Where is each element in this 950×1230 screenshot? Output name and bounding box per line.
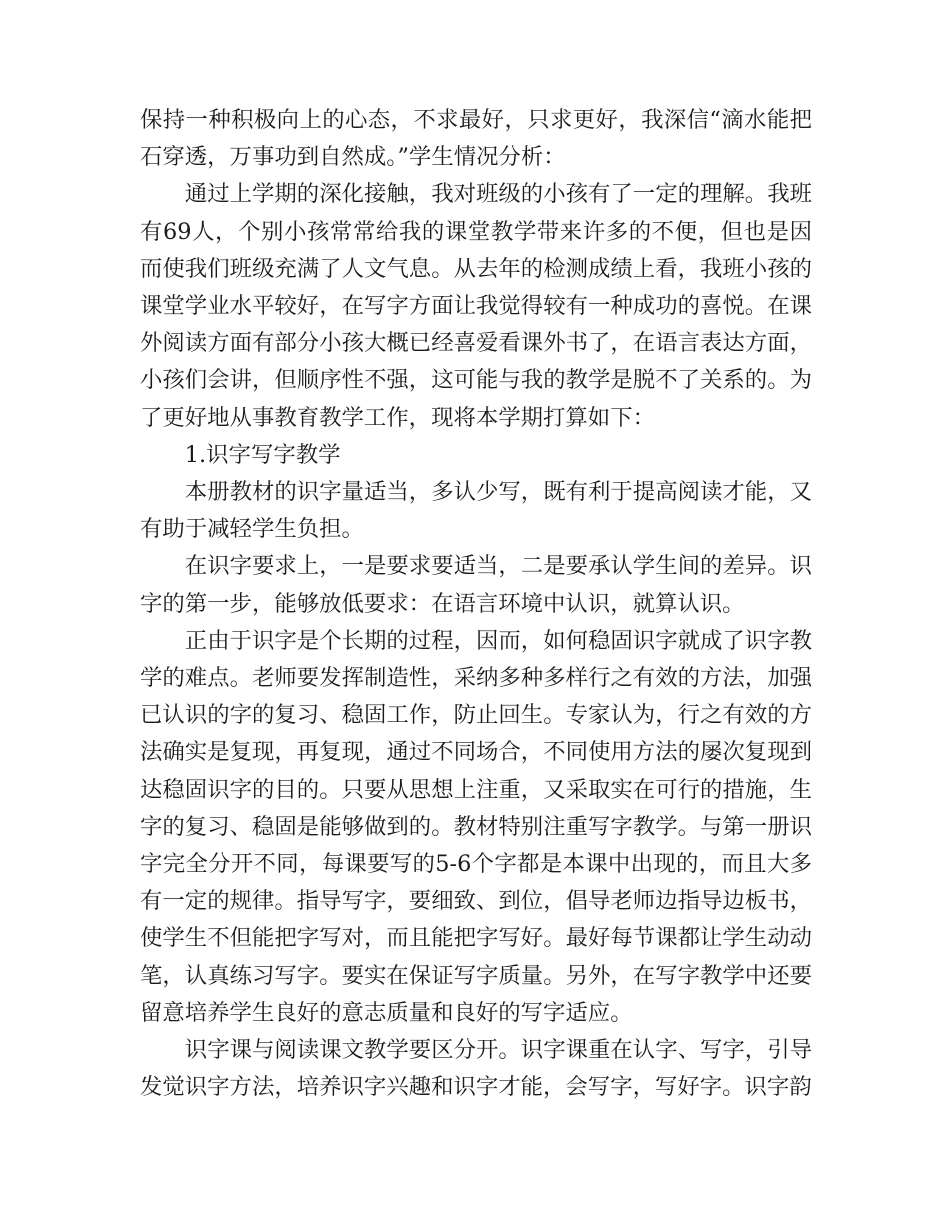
paragraph-4: 在识字要求上，一是要求要适当，二是要承认学生间的差异。识字的第一步，能够放低要求：在语言环境中认识，就算认识。	[140, 553, 812, 617]
paragraph-6: 识字课与阅读课文教学要区分开。识字课重在认字、写字，引导发觉识字方法，培养识字兴趣和识字才能，会写字，写好字。识字韵	[140, 1037, 812, 1101]
paragraph-2: 通过上学期的深化接触，我对班级的小孩有了一定的理解。我班有69人，个别小孩常常给我的课堂教学带来许多的不便，但也是因而使我们班级充满了人文气息。从去年的检测成绩上看，我班小孩的课堂学业水平较好，在写字方面让我觉得较有一种成功的喜悦。在课外阅读方面有部分小孩大概已经喜爱看课外书了，在语言表达方面，小孩们会讲，但顺序性不强，这可能与我的教学是脱不了关系的。为了更好地从事教育教学工作，现将本学期打算如下：	[140, 181, 812, 431]
paragraph-1: 保持一种积极向上的心态，不求最好，只求更好，我深信“滴水能把石穿透，万事功到自然成。”学生情况分析：	[140, 107, 812, 171]
paragraph-5: 正由于识字是个长期的过程，因而，如何稳固识字就成了识字教学的难点。老师要发挥制造性，采纳多种多样行之有效的方法，加强已认识的字的复习、稳固工作，防止回生。专家认为，行之有效的方法确实是复现，再复现，通过不同场合，不同使用方法的屡次复现到达稳固识字的目的。只要从思想上注重，又采取实在可行的措施，生字的复习、稳固是能够做到的。教材特别注重写字教学。与第一册识字完全分开不同，每课要写的5-6个字都是本课中出现的，而且大多有一定的规律。指导写字，要细致、到位，倡导老师边指导边板书，使学生不但能把字写对，而且能把字写好。最好每节课都让学生动动笔，认真练习写字。要实在保证写字质量。另外，在写字教学中还要留意培养学生良好的意志质量和良好的写字适应。	[140, 627, 812, 1026]
section-heading-literacy-writing: 1.识字写字教学	[184, 441, 341, 468]
document-body	[140, 102, 812, 1106]
paragraph-3: 本册教材的识字量适当，多认少写，既有利于提高阅读才能，又有助于减轻学生负担。	[140, 479, 812, 543]
